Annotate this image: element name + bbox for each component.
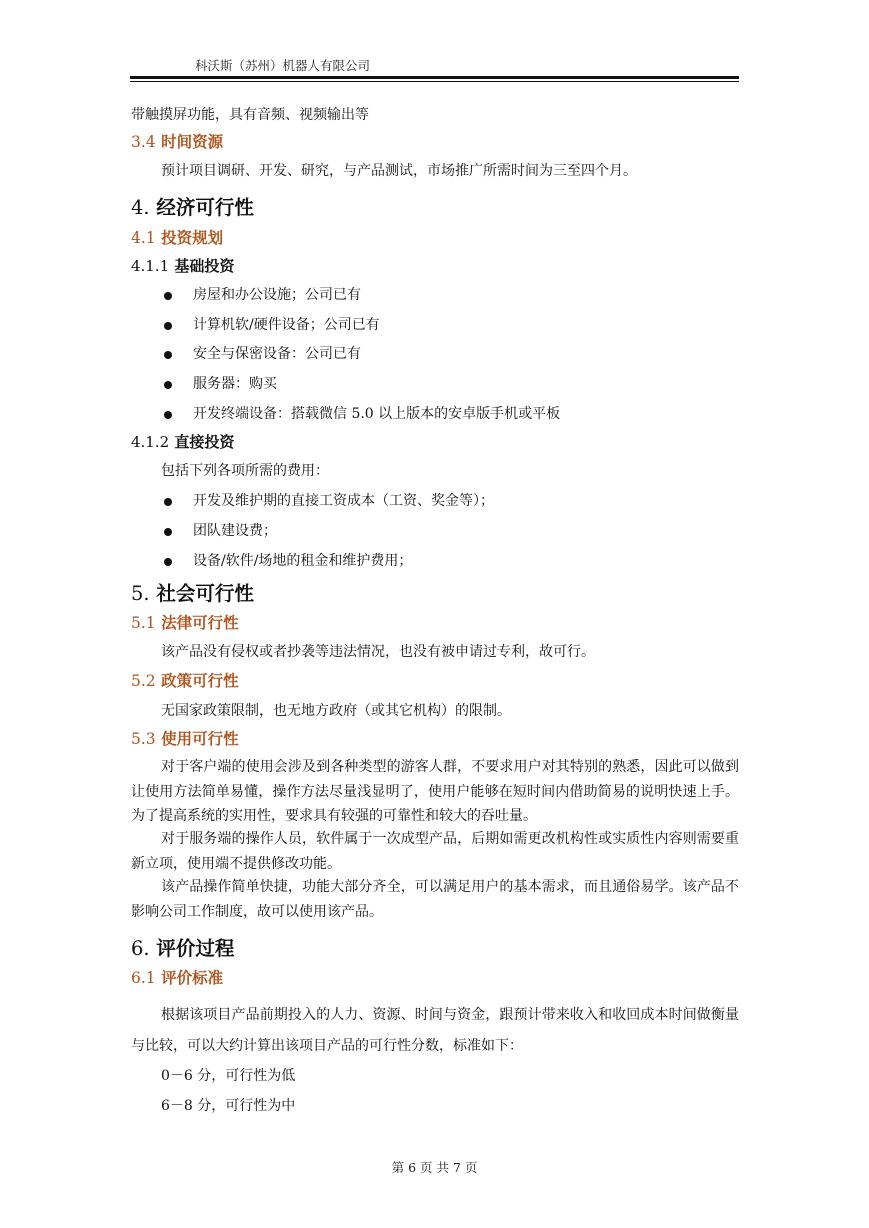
heading-5-1-title: 法律可行性 [161, 613, 239, 632]
list-item: 团队建设费； [193, 523, 277, 539]
heading-5-num: 5. [131, 582, 150, 605]
heading-4-num: 4. [131, 196, 150, 219]
heading-3-4-title: 时间资源 [161, 132, 224, 151]
s5-3-paragraph-1: 对于客户端的使用会涉及到各种类型的游客人群，不要求用户对其特别的熟悉，因此可以做到让使用方法简单易懂，操作方法尽量浅显明了，使用户能够在短时间内借助简易的说明快速上手。为了提高系统的实用性，要求具有较强的可靠性和较大的吞吐量。 [131, 759, 739, 824]
heading-6-1-num: 6.1 [131, 969, 156, 987]
heading-4 [131, 192, 254, 220]
heading-4-1-title: 投资规划 [161, 228, 224, 247]
bullet-dot [164, 558, 172, 566]
s6-1-paragraph: 根据该项目产品前期投入的人力、资源、时间与资金，跟预计带来收入和收回成本时间做衡量与比较，可以大约计算出该项目产品的可行性分数，标准如下： [131, 1007, 739, 1054]
s5-2-text: 无国家政策限制，也无地方政府（或其它机构）的限制。 [161, 703, 511, 719]
list-item: 开发终端设备：搭载微信 5.0 以上版本的安卓版手机或平板 [193, 406, 561, 422]
list-item: 安全与保密设备：公司已有 [193, 346, 361, 362]
heading-3-4-num: 3.4 [131, 133, 156, 151]
list-item: 服务器：购买 [193, 376, 277, 392]
heading-4-1-2 [131, 431, 234, 452]
bullet-dot [164, 351, 172, 359]
heading-6-title: 评价过程 [156, 937, 235, 960]
s4-1-2-intro: 包括下列各项所需的费用： [161, 463, 329, 479]
header-rule-thin [130, 81, 739, 82]
heading-5-1 [131, 611, 239, 633]
list-item: 设备/软件/场地的租金和维护费用； [193, 553, 413, 569]
bullet-dot [164, 322, 172, 330]
bullet-dot [164, 292, 172, 300]
s3-4-text: 预计项目调研、开发、研究，与产品测试，市场推广所需时间为三至四个月。 [161, 163, 637, 179]
list-item: 房屋和办公设施；公司已有 [193, 287, 361, 303]
criteria-medium: 6－8 分，可行性为中 [161, 1098, 296, 1114]
heading-4-title: 经济可行性 [156, 196, 254, 219]
heading-6 [131, 933, 234, 961]
bullet-dot [164, 498, 172, 506]
s5-1-text: 该产品没有侵权或者抄袭等违法情况，也没有被申请过专利，故可行。 [161, 644, 595, 660]
heading-4-1-1-num: 4.1.1 [131, 257, 170, 275]
heading-5-2 [131, 669, 239, 691]
heading-4-1-2-num: 4.1.2 [131, 433, 170, 451]
criteria-low: 0－6 分，可行性为低 [161, 1068, 296, 1084]
heading-5-2-num: 5.2 [131, 672, 156, 690]
list-item: 开发及维护期的直接工资成本（工资、奖金等）； [193, 493, 494, 509]
heading-4-1-2-title: 直接投资 [174, 433, 235, 451]
heading-5-2-title: 政策可行性 [161, 671, 239, 690]
heading-4-1 [131, 226, 223, 248]
header-rule-thick [130, 76, 739, 79]
heading-6-1-title: 评价标准 [161, 968, 224, 987]
heading-5-3-title: 使用可行性 [161, 729, 239, 748]
heading-3-4 [131, 130, 223, 152]
heading-4-1-1-title: 基础投资 [174, 257, 235, 275]
heading-6-num: 6. [131, 937, 150, 960]
list-item: 计算机软/硬件设备；公司已有 [193, 317, 380, 333]
page-header-company: 科沃斯（苏州）机器人有限公司 [195, 58, 371, 73]
heading-4-1-1 [131, 255, 234, 276]
heading-6-1 [131, 966, 223, 988]
s5-3-paragraph-3: 该产品操作简单快捷，功能大部分齐全，可以满足用户的基本需求，而且通俗易学。该产品不影响公司工作制度，故可以使用该产品。 [131, 879, 739, 920]
heading-5-3 [131, 727, 239, 749]
heading-5-title: 社会可行性 [156, 582, 254, 605]
bullet-dot [164, 411, 172, 419]
page-footer-number: 第 6 页 共 7 页 [391, 1160, 478, 1175]
s5-3-paragraph-2: 对于服务端的操作人员，软件属于一次成型产品，后期如需更改机构性或实质性内容则需要重新立项，使用端不提供修改功能。 [131, 831, 739, 872]
heading-5-1-num: 5.1 [131, 614, 156, 632]
heading-5-3-num: 5.3 [131, 730, 156, 748]
bullet-dot [164, 381, 172, 389]
bullet-dot [164, 528, 172, 536]
heading-5 [131, 578, 254, 606]
heading-4-1-num: 4.1 [131, 229, 156, 247]
intro-line: 带触摸屏功能，具有音频、视频输出等 [131, 107, 369, 123]
